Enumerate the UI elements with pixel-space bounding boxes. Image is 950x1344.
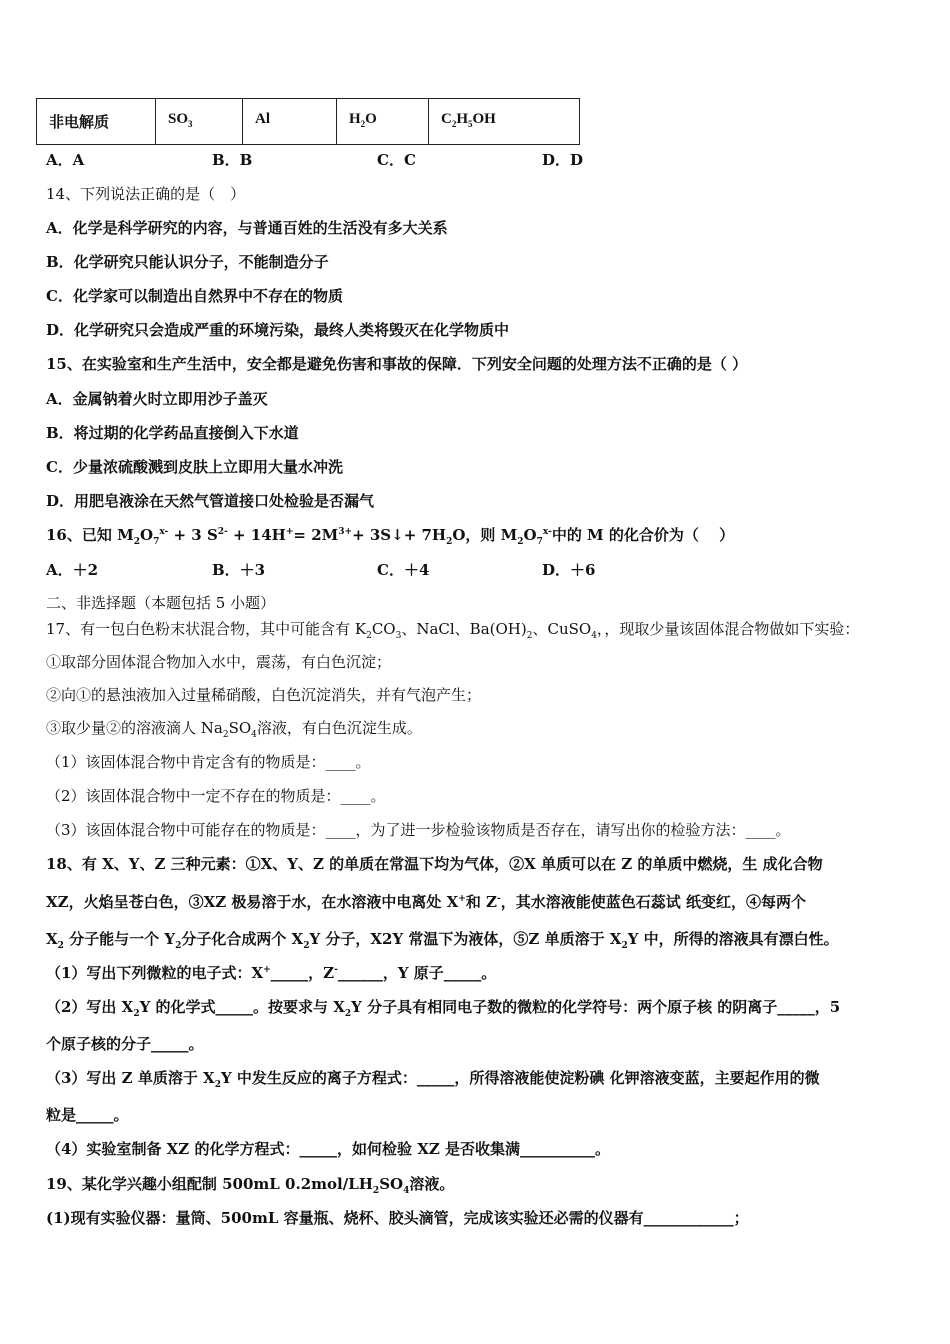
q15-option-c: C．少量浓硫酸溅到皮肤上立即用大量水冲洗 — [46, 458, 343, 476]
q18-part-2: （2）写出 $X_2Y$ 的化学式_____。按要求与 $X_2Y$ 分子具有相同电子数的微粒的化学符号：两个原子核 的阴离子_____，5 — [46, 998, 841, 1019]
classification-table — [36, 98, 580, 145]
q18-line-1: 18、有 X、Y、Z 三种元素：①X、Y、Z 的单质在常温下均为气体，②X 单质可以在 Z 的单质中燃烧，生 成化合物 — [46, 855, 823, 873]
q17-part-1: （1）该固体混合物中肯定含有的物质是：____。 — [46, 753, 371, 771]
q14-option-b: B．化学研究只能认识分子，不能制造分子 — [46, 253, 329, 271]
q14-option-c: C．化学家可以制造出自然界中不存在的物质 — [46, 287, 343, 305]
table-cell-al: Al — [243, 99, 337, 145]
q13-option-a: A．A — [46, 151, 85, 169]
table-cell-category: 非电解质 — [37, 99, 156, 145]
q17-step-1: ①取部分固体混合物加入水中，震荡，有白色沉淀； — [46, 653, 392, 671]
section-heading: 二、非选择题（本题包括 5 小题） — [46, 594, 276, 612]
table-cell-so3: $SO_3$ — [156, 99, 243, 145]
table-cell-ethanol: $C_2H_5OH$ — [429, 99, 580, 145]
q17-part-3: （3）该固体混合物中可能存在的物质是：____，为了进一步检验该物质是否存在，请写出你的检验方法：____。 — [46, 821, 791, 839]
q19-part-1: (1)现有实验仪器：量筒、500mL 容量瓶、烧杯、胶头滴管，完成该实验还必需的仪器有____________； — [46, 1209, 749, 1227]
table-row — [37, 99, 580, 145]
q13-option-b: B．B — [212, 151, 253, 169]
q18-line-3: $X_2$ 分子能与一个 $Y_2$分子化合成两个 $X_2Y$ 分子，X2Y 常温下为液体，⑤Z 单质溶于 $X_2Y$ 中，所得的溶液具有漂白性。 — [46, 930, 839, 951]
q16-option-a: A．＋2 — [46, 561, 99, 579]
q18-part-4: （4）实验室制备 XZ 的化学方程式：_____，如何检验 XZ 是否收集满__________。 — [46, 1140, 611, 1158]
q15-stem: 15、在实验室和生产生活中，安全都是避免伤害和事故的保障．下列安全问题的处理方法不正确的是（ ） — [46, 355, 748, 373]
q18-line-2: XZ，火焰呈苍白色，③XZ 极易溶于水，在水溶液中电离处 X+和 Z-，其水溶液能使蓝色石蕊试 纸变红，④每两个 — [46, 893, 806, 911]
q18-part-3: （3）写出 Z 单质溶于 $X_2Y$ 中发生反应的离子方程式：_____，所得溶液能使淀粉碘 化钾溶液变蓝，主要起作用的微 — [46, 1069, 820, 1090]
q14-option-a: A．化学是科学研究的内容，与普通百姓的生活没有多大关系 — [46, 219, 448, 237]
q13-option-d: D．D — [542, 151, 584, 169]
q18-part-3-cont: 粒是_____。 — [46, 1106, 129, 1124]
q13-option-c: C．C — [377, 151, 416, 169]
q15-option-b: B．将过期的化学药品直接倒入下水道 — [46, 424, 299, 442]
q16-stem: 16、已知 $M_2O_7^{x-} + 3$ $S^{2-} + 14H^+= 2M^{3+}+$ 3S↓+ $7H_2O$，则 $M_2O_7^{x-}$中的 M 的化合价为（ ） — [46, 526, 735, 547]
q17-part-2: （2）该固体混合物中一定不存在的物质是：____。 — [46, 787, 386, 805]
q17-step-3: ③取少量②的溶液滴人 $Na_2SO_4$溶液，有白色沉淀生成。 — [46, 719, 422, 740]
q17-stem: 17、有一包白色粉末状混合物，其中可能含有 $K_2CO_3$、NaCl、$Ba(OH)_2$、CuSO$_4$，，现取少量该固体混合物做如下实验： — [46, 620, 860, 641]
q18-part-2-cont: 个原子核的分子_____。 — [46, 1035, 204, 1053]
q19-stem: 19、某化学兴趣小组配制 500mL $0.2mol/LH_2SO_4$溶液。 — [46, 1175, 455, 1196]
q17-step-2: ②向①的悬浊液加入过量稀硝酸，白色沉淀消失，并有气泡产生； — [46, 686, 482, 704]
q15-option-d: D．用肥皂液涂在天然气管道接口处检验是否漏气 — [46, 492, 375, 510]
q18-part-1: （1）写出下列微粒的电子式：X+_____，Z-______，Y 原子_____。 — [46, 964, 497, 982]
q14-stem: 14、下列说法正确的是（ ） — [46, 185, 246, 203]
q16-option-b: B．＋3 — [212, 561, 266, 579]
q16-option-d: D．＋6 — [542, 561, 596, 579]
q14-option-d: D．化学研究只会造成严重的环境污染，最终人类将毁灭在化学物质中 — [46, 321, 510, 339]
q16-option-c: C．＋4 — [377, 561, 430, 579]
table-cell-h2o: $H_2O$ — [337, 99, 429, 145]
q15-option-a: A．金属钠着火时立即用沙子盖灭 — [46, 390, 268, 408]
